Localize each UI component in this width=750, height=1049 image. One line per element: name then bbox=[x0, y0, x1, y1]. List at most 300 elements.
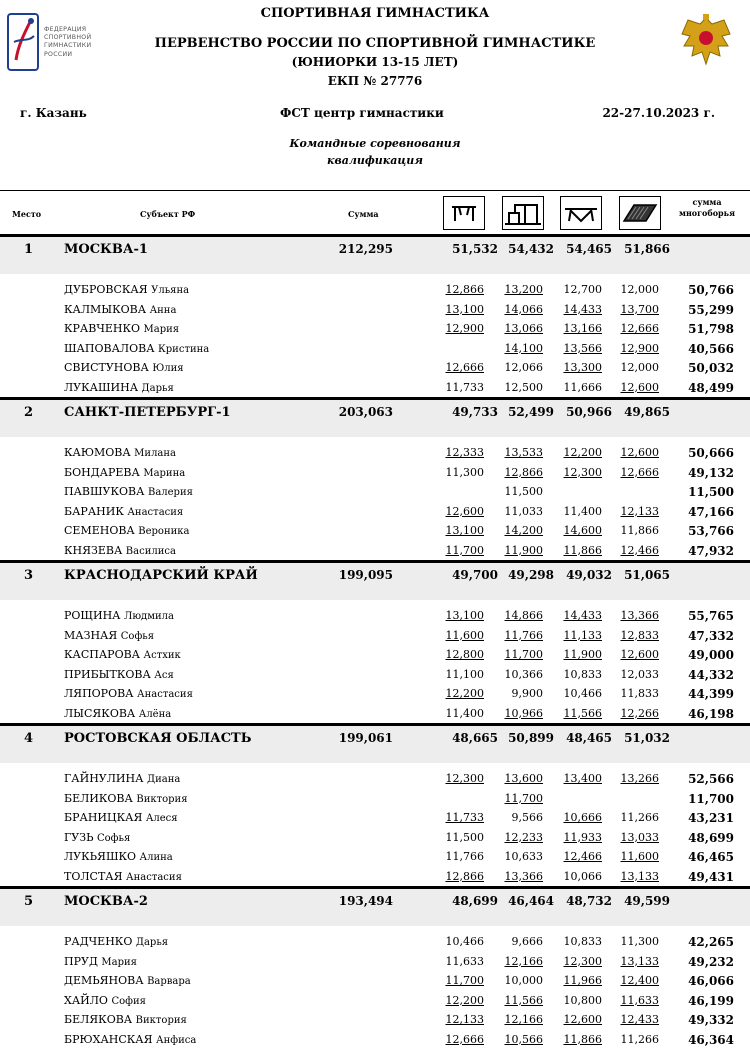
apparatus-score: 11,400 bbox=[563, 504, 602, 518]
apparatus-score: 13,600 bbox=[504, 772, 543, 785]
athlete-name bbox=[64, 322, 179, 335]
apparatus-score: 10,833 bbox=[563, 667, 602, 681]
allaround-total: 11,500 bbox=[688, 485, 734, 499]
athlete-name bbox=[64, 342, 209, 355]
athlete-surname: КРАВЧЕНКО bbox=[64, 322, 140, 335]
athlete-surname: КАСПАРОВА bbox=[64, 648, 141, 661]
team-place: 4 bbox=[24, 731, 34, 746]
athlete-row bbox=[0, 665, 750, 684]
athlete-name bbox=[64, 544, 176, 557]
athlete-surname: ШАПОВАЛОВА bbox=[64, 341, 155, 355]
apparatus-score: 11,766 bbox=[445, 850, 484, 863]
team-sum: 199,095 bbox=[338, 568, 393, 582]
athlete-row bbox=[0, 378, 750, 397]
subject-header: Субъект РФ bbox=[140, 209, 196, 219]
athlete-first-name: Мария bbox=[101, 956, 137, 968]
uneven-bars-icon bbox=[502, 196, 544, 230]
athlete-surname: ПРИБЫТКОВА bbox=[64, 667, 151, 681]
athlete-first-name: Василиса bbox=[125, 545, 176, 557]
apparatus-score: 11,566 bbox=[504, 993, 543, 1007]
athlete-row bbox=[0, 932, 750, 951]
allaround-total: 46,364 bbox=[688, 1032, 734, 1047]
athlete-name bbox=[64, 955, 137, 968]
apparatus-score: 12,066 bbox=[504, 361, 543, 374]
apparatus-score: 11,866 bbox=[563, 543, 602, 557]
team-row bbox=[0, 563, 750, 600]
team-row bbox=[0, 400, 750, 437]
allaround-total: 48,699 bbox=[688, 830, 734, 845]
apparatus-score: 12,200 bbox=[563, 446, 602, 459]
athlete-name bbox=[64, 974, 191, 987]
apparatus-score: 11,633 bbox=[445, 954, 484, 968]
athlete-name bbox=[64, 648, 181, 661]
athlete-first-name: Дарья bbox=[141, 382, 174, 394]
athlete-surname: КАЮМОВА bbox=[64, 446, 131, 459]
apparatus-score: 12,866 bbox=[445, 869, 484, 883]
athlete-first-name: Ася bbox=[154, 669, 174, 681]
apparatus-score: 12,300 bbox=[563, 465, 602, 479]
allaround-total: 50,032 bbox=[688, 361, 734, 375]
team-apparatus-score: 49,298 bbox=[508, 568, 554, 582]
athlete-first-name: Мария bbox=[143, 324, 180, 335]
athlete-row bbox=[0, 808, 750, 827]
allaround-total: 50,666 bbox=[688, 446, 734, 460]
team-apparatus-score: 48,699 bbox=[452, 894, 498, 908]
athlete-first-name: Юлия bbox=[152, 363, 184, 374]
apparatus-score: 12,433 bbox=[620, 1013, 659, 1026]
athlete-surname: БРЮХАНСКАЯ bbox=[64, 1032, 153, 1046]
dates: 22-27.10.2023 г. bbox=[602, 106, 715, 120]
athlete-row bbox=[0, 300, 750, 319]
athlete-name bbox=[64, 629, 154, 642]
team-place: 3 bbox=[24, 568, 34, 583]
apparatus-score: 11,300 bbox=[445, 465, 484, 479]
team-row bbox=[0, 237, 750, 274]
apparatus-score: 12,400 bbox=[620, 974, 659, 987]
team-name: МОСКВА-2 bbox=[64, 894, 148, 909]
allaround-header: сумма многоборья bbox=[679, 197, 735, 218]
athlete-first-name: Алина bbox=[139, 852, 173, 863]
athlete-row bbox=[0, 1010, 750, 1029]
athlete-first-name: Анастасия bbox=[127, 506, 184, 518]
athlete-first-name: Варвара bbox=[147, 976, 191, 987]
apparatus-score: 14,200 bbox=[504, 524, 543, 537]
athlete-name bbox=[64, 524, 190, 537]
athlete-surname: ГУЗЬ bbox=[64, 830, 94, 844]
athlete-first-name: Виктория bbox=[135, 1015, 187, 1026]
athlete-row bbox=[0, 443, 750, 462]
allaround-total: 49,132 bbox=[688, 465, 734, 480]
athlete-row bbox=[0, 541, 750, 560]
apparatus-score: 12,700 bbox=[563, 283, 602, 296]
athlete-surname: ГАЙНУЛИНА bbox=[64, 772, 144, 785]
floor-icon bbox=[619, 196, 661, 230]
apparatus-score: 12,133 bbox=[620, 504, 659, 518]
apparatus-score: 13,366 bbox=[504, 869, 543, 883]
athlete-surname: БОНДАРЕВА bbox=[64, 465, 140, 479]
apparatus-score: 12,266 bbox=[620, 706, 659, 720]
apparatus-score: 12,000 bbox=[620, 361, 659, 374]
apparatus-score: 13,033 bbox=[620, 830, 659, 844]
athlete-name bbox=[64, 505, 183, 518]
apparatus-score: 11,666 bbox=[563, 380, 602, 394]
apparatus-score: 12,300 bbox=[445, 772, 484, 785]
competition-type: Командные соревнования bbox=[289, 137, 461, 150]
apparatus-score: 10,466 bbox=[563, 687, 602, 700]
athlete-surname: БЕЛЯКОВА bbox=[64, 1013, 133, 1026]
athlete-surname: БЕЛИКОВА bbox=[64, 791, 133, 805]
athlete-surname: БАРАНИК bbox=[64, 504, 124, 518]
allaround-total: 53,766 bbox=[688, 524, 734, 538]
athlete-surname: ПАВШУКОВА bbox=[64, 485, 145, 498]
allaround-total: 51,798 bbox=[688, 322, 734, 336]
athlete-row bbox=[0, 789, 750, 808]
team-name: МОСКВА-1 bbox=[64, 242, 148, 257]
apparatus-score: 12,300 bbox=[563, 954, 602, 968]
apparatus-score: 14,433 bbox=[563, 302, 602, 316]
athlete-row bbox=[0, 463, 750, 482]
allaround-total: 49,000 bbox=[688, 648, 734, 662]
athlete-first-name: Софья bbox=[97, 832, 131, 844]
athlete-name bbox=[64, 609, 174, 622]
athlete-name bbox=[64, 283, 189, 296]
allaround-total: 42,265 bbox=[688, 935, 734, 949]
athlete-name bbox=[64, 381, 174, 394]
team-apparatus-score: 51,866 bbox=[624, 242, 670, 256]
apparatus-score: 11,900 bbox=[563, 648, 602, 661]
apparatus-score: 12,166 bbox=[504, 954, 543, 968]
allaround-total: 43,231 bbox=[688, 811, 734, 825]
apparatus-score: 11,300 bbox=[620, 935, 659, 948]
apparatus-score: 11,733 bbox=[445, 380, 484, 394]
athlete-surname: ДЕМЬЯНОВА bbox=[64, 974, 144, 987]
team-apparatus-score: 48,465 bbox=[566, 731, 612, 745]
apparatus-score: 13,266 bbox=[620, 772, 659, 785]
apparatus-score: 13,133 bbox=[620, 869, 659, 883]
apparatus-score: 12,900 bbox=[445, 322, 484, 335]
apparatus-score: 11,733 bbox=[445, 811, 484, 824]
athlete-name bbox=[64, 687, 193, 700]
athlete-row bbox=[0, 769, 750, 788]
team-apparatus-score: 46,464 bbox=[508, 894, 554, 908]
allaround-total: 46,199 bbox=[688, 993, 734, 1008]
athlete-row bbox=[0, 521, 750, 540]
team-apparatus-score: 54,432 bbox=[508, 242, 554, 256]
team-place: 1 bbox=[24, 242, 34, 257]
allaround-total: 44,332 bbox=[688, 667, 734, 682]
athlete-first-name: Софья bbox=[120, 630, 155, 642]
athlete-row bbox=[0, 991, 750, 1010]
apparatus-score: 12,666 bbox=[445, 361, 484, 374]
allaround-total: 49,232 bbox=[688, 954, 734, 969]
apparatus-score: 13,566 bbox=[563, 341, 602, 355]
athlete-surname: ХАЙЛО bbox=[64, 993, 108, 1007]
logo-text: ФЕДЕРАЦИЯ СПОРТИВНОЙ ГИМНАСТИКИ РОССИИ bbox=[44, 26, 92, 58]
city: г. Казань bbox=[20, 106, 87, 120]
apparatus-score: 12,666 bbox=[620, 465, 659, 479]
athlete-name bbox=[64, 668, 174, 681]
apparatus-score: 11,600 bbox=[445, 628, 484, 642]
team-sum: 203,063 bbox=[338, 405, 393, 419]
athlete-surname: ЛУКАШИНА bbox=[64, 380, 139, 394]
team-apparatus-score: 50,899 bbox=[508, 731, 554, 745]
team-apparatus-score: 49,700 bbox=[452, 568, 498, 582]
results-column-header bbox=[0, 190, 750, 235]
allaround-total: 55,299 bbox=[688, 302, 734, 317]
apparatus-score: 11,266 bbox=[620, 811, 659, 824]
balance-beam-icon bbox=[560, 196, 602, 230]
apparatus-score: 14,066 bbox=[504, 302, 543, 316]
apparatus-score: 12,233 bbox=[504, 830, 543, 844]
athlete-row bbox=[0, 684, 750, 703]
apparatus-score: 11,966 bbox=[563, 974, 602, 987]
apparatus-score: 10,000 bbox=[504, 974, 543, 987]
athlete-surname: БРАНИЦКАЯ bbox=[64, 811, 143, 824]
athlete-name bbox=[64, 792, 188, 805]
apparatus-score: 13,200 bbox=[504, 283, 543, 296]
athlete-first-name: София bbox=[111, 995, 146, 1007]
athlete-first-name: Ульяна bbox=[151, 285, 190, 296]
athlete-row bbox=[0, 704, 750, 723]
allaround-total: 48,499 bbox=[688, 380, 734, 395]
apparatus-score: 11,033 bbox=[504, 504, 543, 518]
sum-header: Сумма bbox=[348, 209, 379, 219]
athlete-row bbox=[0, 645, 750, 664]
apparatus-score: 12,466 bbox=[563, 850, 602, 863]
team-apparatus-score: 50,966 bbox=[566, 405, 612, 419]
apparatus-score: 12,133 bbox=[445, 1013, 484, 1026]
athlete-row bbox=[0, 952, 750, 971]
athlete-name bbox=[64, 870, 182, 883]
athlete-first-name: Марина bbox=[143, 467, 186, 479]
athlete-row bbox=[0, 606, 750, 625]
apparatus-score: 13,366 bbox=[620, 609, 659, 622]
athlete-surname: ЛЯПОРОВА bbox=[64, 687, 134, 700]
team-name: КРАСНОДАРСКИЙ КРАЙ bbox=[64, 568, 258, 583]
apparatus-score: 13,300 bbox=[563, 361, 602, 374]
allaround-total: 47,166 bbox=[688, 504, 734, 519]
athlete-first-name: Виктория bbox=[136, 793, 188, 805]
athlete-row bbox=[0, 828, 750, 847]
athlete-surname: ЛЫСЯКОВА bbox=[64, 706, 136, 720]
athlete-first-name: Анна bbox=[149, 304, 177, 316]
team-apparatus-score: 49,599 bbox=[624, 894, 670, 908]
team-sum: 199,061 bbox=[338, 731, 393, 745]
apparatus-score: 10,666 bbox=[563, 811, 602, 824]
allaround-total: 46,198 bbox=[688, 706, 734, 721]
athlete-name bbox=[64, 850, 173, 863]
athlete-first-name: Анфиса bbox=[156, 1034, 197, 1046]
eagle-emblem-icon bbox=[678, 12, 734, 70]
athlete-name bbox=[64, 811, 178, 824]
apparatus-score: 11,500 bbox=[504, 485, 543, 498]
apparatus-score: 9,566 bbox=[511, 811, 543, 824]
athlete-row bbox=[0, 280, 750, 299]
apparatus-score: 14,866 bbox=[504, 609, 543, 622]
apparatus-score: 13,533 bbox=[504, 446, 543, 459]
team-apparatus-score: 48,732 bbox=[566, 894, 612, 908]
apparatus-score: 12,500 bbox=[504, 380, 543, 394]
apparatus-score: 11,700 bbox=[504, 648, 543, 661]
athlete-name bbox=[64, 707, 171, 720]
apparatus-score: 12,200 bbox=[445, 993, 484, 1007]
team-place: 2 bbox=[24, 405, 34, 420]
apparatus-score: 13,133 bbox=[620, 954, 659, 968]
apparatus-score: 11,100 bbox=[445, 667, 484, 681]
apparatus-score: 10,833 bbox=[563, 935, 602, 948]
apparatus-score: 11,833 bbox=[620, 687, 659, 700]
apparatus-score: 11,700 bbox=[445, 974, 484, 987]
athlete-surname: РАДЧЕНКО bbox=[64, 935, 133, 948]
apparatus-score: 12,900 bbox=[620, 341, 659, 355]
apparatus-score: 13,166 bbox=[563, 322, 602, 335]
apparatus-score: 12,466 bbox=[620, 543, 659, 557]
venue: ФСТ центр гимнастики bbox=[280, 106, 444, 120]
ekp-number: ЕКП № 27776 bbox=[327, 74, 423, 88]
apparatus-score: 14,100 bbox=[504, 341, 543, 355]
apparatus-score: 12,600 bbox=[620, 648, 659, 661]
athlete-surname: ЛУКЬЯШКО bbox=[64, 850, 137, 863]
athlete-first-name: Людмила bbox=[124, 611, 174, 622]
team-row bbox=[0, 726, 750, 763]
sport-title: СПОРТИВНАЯ ГИМНАСТИКА bbox=[260, 6, 490, 21]
athlete-name bbox=[64, 446, 176, 459]
document-header bbox=[0, 0, 750, 190]
apparatus-score: 10,466 bbox=[445, 935, 484, 948]
athlete-row bbox=[0, 358, 750, 377]
athlete-row bbox=[0, 502, 750, 521]
apparatus-score: 14,600 bbox=[563, 524, 602, 537]
apparatus-score: 11,566 bbox=[563, 706, 602, 720]
athlete-first-name: Кристина bbox=[158, 343, 210, 355]
athlete-first-name: Вероника bbox=[138, 526, 190, 537]
team-apparatus-score: 49,032 bbox=[566, 568, 612, 582]
athlete-name bbox=[64, 485, 193, 498]
athlete-surname: СВИСТУНОВА bbox=[64, 361, 149, 374]
allaround-total: 44,399 bbox=[688, 687, 734, 701]
athlete-first-name: Астхик bbox=[143, 650, 181, 661]
place-header: Место bbox=[12, 209, 42, 219]
team-apparatus-score: 51,032 bbox=[624, 731, 670, 745]
apparatus-score: 9,900 bbox=[511, 687, 543, 700]
athlete-surname: СЕМЕНОВА bbox=[64, 524, 135, 537]
athlete-first-name: Анастасия bbox=[126, 871, 182, 883]
apparatus-score: 11,266 bbox=[620, 1032, 659, 1046]
allaround-total: 47,332 bbox=[688, 628, 734, 643]
athlete-surname: ПРУД bbox=[64, 954, 98, 968]
allaround-total: 47,932 bbox=[688, 543, 734, 558]
apparatus-score: 12,600 bbox=[445, 504, 484, 518]
athlete-row bbox=[0, 626, 750, 645]
apparatus-score: 12,000 bbox=[620, 283, 659, 296]
team-apparatus-score: 52,499 bbox=[508, 405, 554, 419]
apparatus-score: 12,666 bbox=[620, 322, 659, 335]
apparatus-score: 12,800 bbox=[445, 648, 484, 661]
apparatus-score: 11,633 bbox=[620, 993, 659, 1007]
apparatus-score: 11,700 bbox=[445, 543, 484, 557]
athlete-row bbox=[0, 847, 750, 866]
athlete-name bbox=[64, 303, 176, 316]
apparatus-score: 13,066 bbox=[504, 322, 543, 335]
allaround-total: 40,566 bbox=[688, 341, 734, 356]
athlete-name bbox=[64, 772, 180, 785]
athlete-first-name: Валерия bbox=[147, 487, 193, 498]
age-category: (ЮНИОРКИ 13-15 ЛЕТ) bbox=[291, 55, 459, 69]
apparatus-score: 12,600 bbox=[620, 380, 659, 394]
apparatus-score: 13,700 bbox=[620, 302, 659, 316]
athlete-first-name: Диана bbox=[146, 774, 181, 785]
apparatus-score: 10,366 bbox=[504, 667, 543, 681]
event-title: ПЕРВЕНСТВО РОССИИ ПО СПОРТИВНОЙ ГИМНАСТИКЕ bbox=[154, 36, 596, 51]
athlete-surname: КАЛМЫКОВА bbox=[64, 302, 147, 316]
federation-logo bbox=[6, 12, 131, 74]
apparatus-score: 11,900 bbox=[504, 543, 543, 557]
allaround-total: 49,431 bbox=[688, 869, 734, 884]
allaround-total: 46,066 bbox=[688, 974, 734, 988]
team-apparatus-score: 49,733 bbox=[452, 405, 498, 419]
athlete-row bbox=[0, 1030, 750, 1049]
apparatus-score: 10,066 bbox=[563, 869, 602, 883]
gymnast-logo-icon bbox=[6, 12, 42, 74]
athlete-surname: ТОЛСТАЯ bbox=[64, 869, 123, 883]
apparatus-score: 11,933 bbox=[563, 830, 602, 844]
apparatus-score: 12,866 bbox=[445, 283, 484, 296]
team-row bbox=[0, 889, 750, 926]
athlete-surname: РОЩИНА bbox=[64, 609, 121, 622]
athlete-row bbox=[0, 319, 750, 338]
team-sum: 212,295 bbox=[338, 242, 393, 256]
athlete-surname: ДУБРОВСКАЯ bbox=[64, 283, 148, 296]
allaround-total: 46,465 bbox=[688, 850, 734, 864]
athlete-first-name: Дарья bbox=[135, 937, 169, 948]
athlete-name bbox=[64, 994, 146, 1007]
athlete-name bbox=[64, 361, 184, 374]
team-place: 5 bbox=[24, 894, 34, 909]
athlete-row bbox=[0, 971, 750, 990]
team-apparatus-score: 54,465 bbox=[566, 242, 612, 256]
vault-icon bbox=[443, 196, 485, 230]
apparatus-score: 12,200 bbox=[445, 687, 484, 700]
athlete-name bbox=[64, 1013, 187, 1026]
allaround-total: 50,766 bbox=[688, 283, 734, 297]
team-name: РОСТОВСКАЯ ОБЛАСТЬ bbox=[64, 731, 252, 746]
apparatus-score: 10,800 bbox=[563, 993, 602, 1007]
allaround-total: 49,332 bbox=[688, 1013, 734, 1027]
apparatus-score: 11,400 bbox=[445, 706, 484, 720]
apparatus-score: 13,100 bbox=[445, 609, 484, 622]
team-name: САНКТ-ПЕТЕРБУРГ-1 bbox=[64, 405, 231, 420]
apparatus-score: 10,966 bbox=[504, 706, 543, 720]
team-apparatus-score: 48,665 bbox=[452, 731, 498, 745]
athlete-first-name: Алеся bbox=[145, 813, 178, 824]
team-apparatus-score: 49,865 bbox=[624, 405, 670, 419]
apparatus-score: 11,766 bbox=[504, 628, 543, 642]
athlete-first-name: Милана bbox=[134, 448, 177, 459]
apparatus-score: 14,433 bbox=[563, 609, 602, 622]
athlete-surname: КНЯЗЕВА bbox=[64, 543, 123, 557]
team-sum: 193,494 bbox=[338, 894, 393, 908]
apparatus-score: 11,500 bbox=[445, 830, 484, 844]
athlete-name bbox=[64, 935, 168, 948]
apparatus-score: 10,566 bbox=[504, 1032, 543, 1046]
allaround-total: 55,765 bbox=[688, 609, 734, 623]
allaround-total: 11,700 bbox=[688, 791, 734, 806]
athlete-row bbox=[0, 482, 750, 501]
athlete-name bbox=[64, 466, 185, 479]
athlete-first-name: Алёна bbox=[138, 708, 172, 720]
athlete-first-name: Анастасия bbox=[137, 689, 193, 700]
apparatus-score: 11,600 bbox=[620, 850, 659, 863]
